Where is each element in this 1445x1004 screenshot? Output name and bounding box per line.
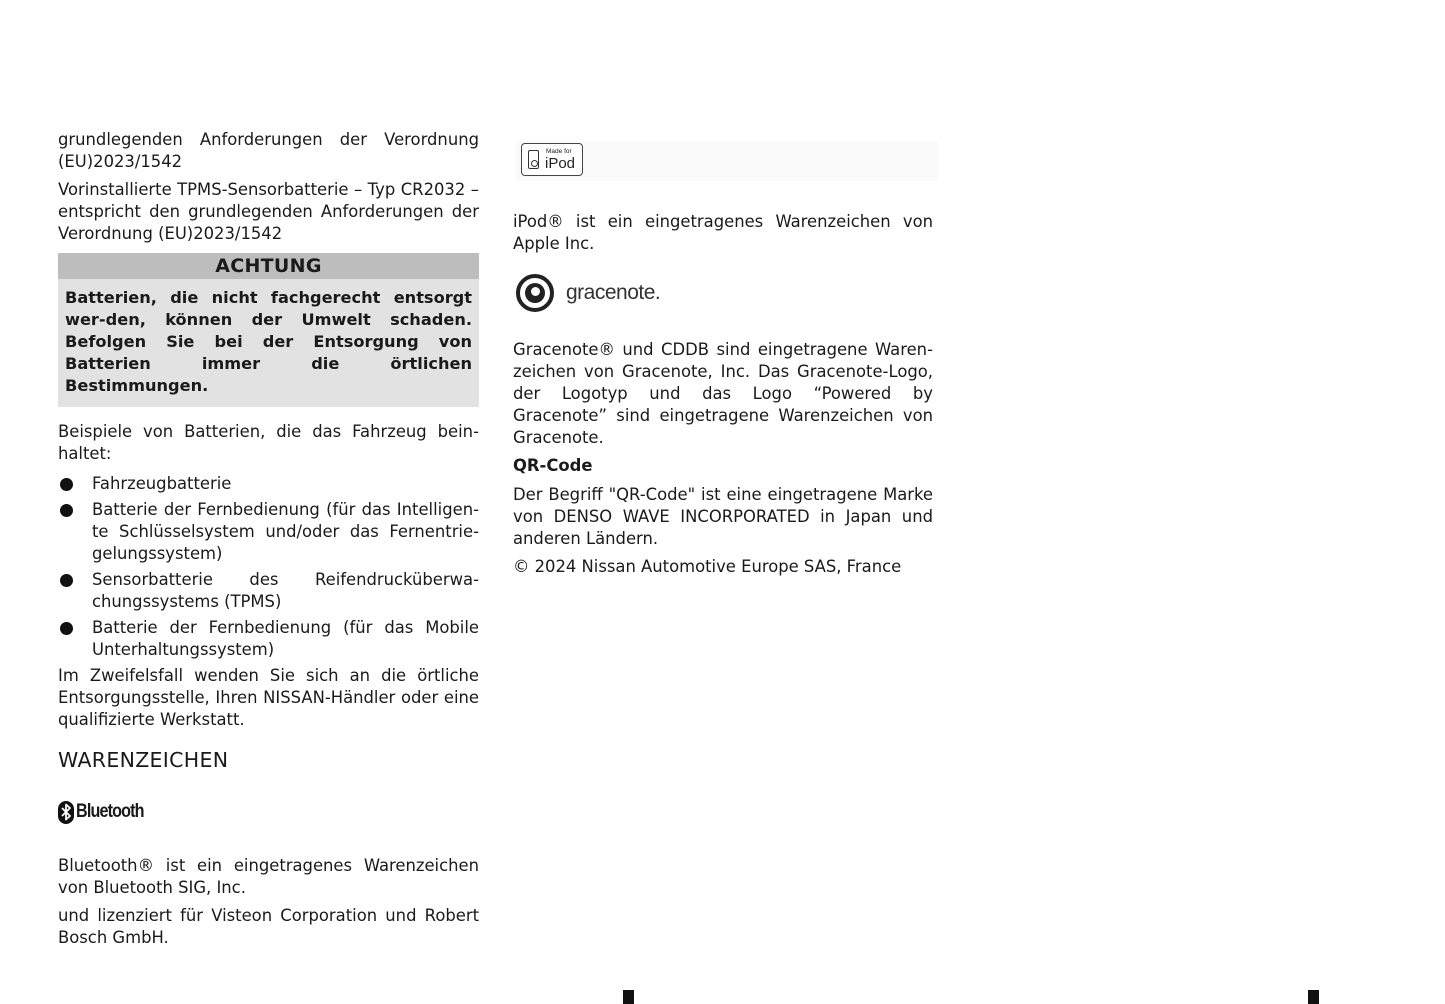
caution-text: Batterien, die nicht fachgerecht entsorgt wer-den, können der Umwelt schaden. Befolgen Sie bei der Entsorgung von Batterien immer die örtlichen Bestimmungen.: [65, 288, 472, 395]
paragraph-regulation: grundlegenden Anforderungen der Verordnung (EU)2023/1542: [58, 130, 479, 171]
section-title-trademarks: WARENZEICHEN: [58, 748, 229, 772]
paragraph-gracenote-trademark: Gracenote® und CDDB sind eingetragene Waren-zeichen von Gracenote, Inc. Das Gracenote-Logo, der Logotyp und das Logo “Powered by Gracenote” sind eingetragene Warenzeichen von Gracenote.: [513, 340, 933, 447]
ipod-logo-small-text: Made for: [546, 148, 572, 155]
bullet-icon: [60, 622, 73, 635]
right-column: [513, 129, 933, 584]
caution-title: ACHTUNG: [58, 253, 479, 279]
bullet-icon: [60, 574, 73, 587]
bluetooth-wordmark: Bluetooth: [76, 801, 144, 822]
bullet-icon: [60, 478, 73, 491]
paragraph-disposal-advice: Im Zweifelsfall wenden Sie sich an die örtliche Entsorgungsstelle, Ihren NISSAN-Händler oder eine qualifizierte Werkstatt.: [58, 666, 479, 729]
ipod-logo-big-text: iPod: [545, 155, 576, 172]
left-column: [58, 129, 479, 955]
crop-mark: [1308, 990, 1319, 1004]
qr-code-heading: QR-Code: [513, 456, 593, 475]
gracenote-wordmark: gracenote.: [566, 281, 661, 304]
list-item: Batterie der Fernbedienung (für das Intelligen-te Schlüsselsystem und/oder das Fernentrie-gelungssystem): [58, 499, 479, 565]
paragraph-ipod-trademark: iPod® ist ein eingetragenes Warenzeichen von Apple Inc.: [513, 212, 933, 253]
battery-list: [58, 473, 479, 661]
list-item: Sensorbatterie des Reifendrucküberwa-chungssystems (TPMS): [58, 569, 479, 613]
ipod-logo-area: [516, 141, 938, 181]
crop-mark: [623, 990, 634, 1004]
caution-box: [58, 253, 479, 407]
copyright-notice: © 2024 Nissan Automotive Europe SAS, France: [513, 557, 902, 576]
made-for-ipod-logo: [521, 143, 583, 176]
bullet-icon: [60, 504, 73, 517]
paragraph-bluetooth-trademark: Bluetooth® ist ein eingetragenes Warenzeichen von Bluetooth SIG, Inc.: [58, 856, 479, 897]
list-item: Batterie der Fernbedienung (für das Mobile Unterhaltungssystem): [58, 617, 479, 661]
paragraph-qr-trademark: Der Begriff "QR-Code" ist eine eingetragene Marke von DENSO WAVE INCORPORATED in Japan und anderen Ländern.: [513, 485, 933, 548]
paragraph-tpms-battery: Vorinstallierte TPMS-Sensorbatterie – Typ CR2032 – entspricht den grundlegenden Anforderungen der Verordnung (EU)2023/1542: [58, 180, 479, 243]
bluetooth-logo: [58, 799, 479, 825]
bluetooth-icon: [58, 801, 74, 824]
paragraph-battery-examples: Beispiele von Batterien, die das Fahrzeug bein-haltet:: [58, 422, 479, 463]
gracenote-logo: [516, 269, 933, 317]
gracenote-icon: [516, 274, 554, 312]
ipod-device-icon: [528, 150, 539, 169]
paragraph-bluetooth-license: und lizenziert für Visteon Corporation und Robert Bosch GmbH.: [58, 906, 479, 947]
list-item: Fahrzeugbatterie: [58, 473, 479, 495]
